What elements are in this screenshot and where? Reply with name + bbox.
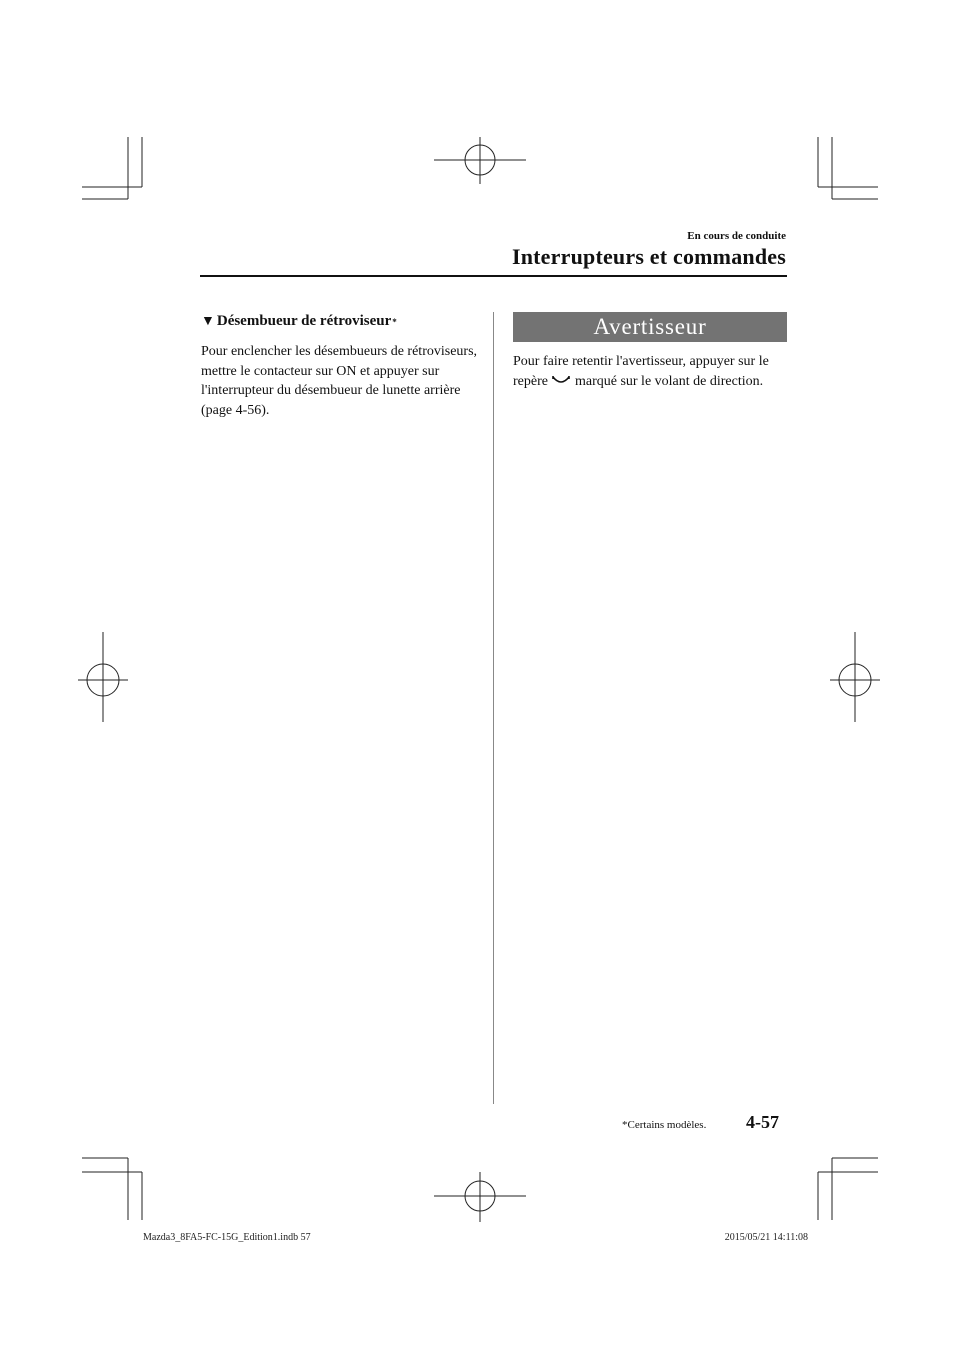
horn-paragraph xyxy=(513,352,787,393)
print-slug-file: Mazda3_8FA5-FC-15G_Edition1.indb 57 xyxy=(143,1232,311,1243)
section-banner: Avertisseur xyxy=(513,312,787,342)
print-slug-timestamp: 2015/05/21 14:11:08 xyxy=(724,1232,808,1243)
header-divider xyxy=(200,275,787,277)
left-column xyxy=(201,313,481,420)
mirror-defogger-paragraph: Pour enclencher les désembueurs de rétroviseurs, mettre le contacteur sur ON et appuyer sur l'interrupteur du désembueur de lunette arrière (page 4-56). xyxy=(201,344,478,418)
footnote: *Certains modèles. xyxy=(622,1119,707,1131)
column-divider xyxy=(493,312,494,1104)
horn-paragraph-start: Pour faire retentir l'avertisseur, appuyer sur le repère xyxy=(513,354,769,389)
horn-paragraph-end: marqué sur le volant de direction. xyxy=(574,373,764,389)
subsection-heading-text: Désembueur de rétroviseur xyxy=(216,313,392,329)
page-number: 4-57 xyxy=(746,1112,779,1132)
horn-icon xyxy=(552,374,570,394)
section-label: En cours de conduite xyxy=(687,230,786,242)
optional-equipment-marker: * xyxy=(392,316,397,327)
right-column xyxy=(513,312,787,393)
triangle-down-icon: ▼ xyxy=(201,313,215,329)
page-title: Interrupteurs et commandes xyxy=(511,244,786,269)
subsection-heading xyxy=(201,313,481,330)
